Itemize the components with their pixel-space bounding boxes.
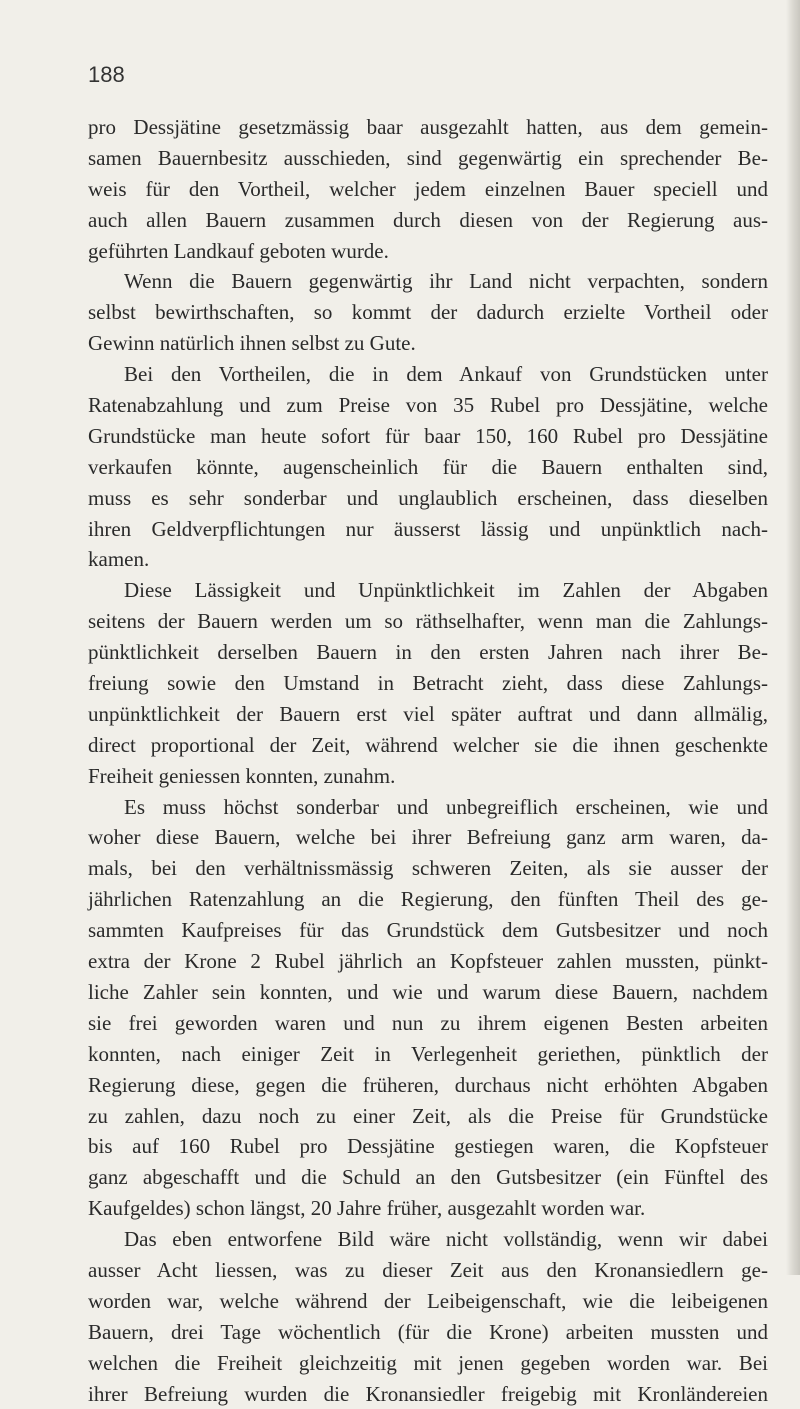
- text-line: direct proportional der Zeit, während welcher sie die ihnen geschenkte: [88, 732, 768, 757]
- text-line: liche Zahler sein konnten, und wie und warum diese Bauern, nachdem: [88, 979, 768, 1004]
- page-edge: [786, 0, 800, 1275]
- text-line: selbst bewirthschaften, so kommt der dadurch erzielte Vortheil oder: [88, 300, 768, 325]
- text-line: bis auf 160 Rubel pro Dessjätine gestiegen waren, die Kopfsteuer: [88, 1134, 768, 1159]
- text-line: sammten Kaufpreises für das Grundstück dem Gutsbesitzer und noch: [88, 918, 768, 943]
- text-line: mals, bei den verhältnissmässig schweren Zeiten, als sie ausser der: [88, 856, 768, 881]
- text-line: ihren Geldverpflichtungen nur äusserst lässig und unpünktlich nach-: [88, 516, 768, 541]
- text-line: Regierung diese, gegen die früheren, durchaus nicht erhöhten Abgaben: [88, 1072, 768, 1097]
- text-line: Das eben entworfene Bild wäre nicht vollständig, wenn wir dabei: [124, 1227, 768, 1252]
- text-line: jährlichen Ratenzahlung an die Regierung, den fünften Theil des ge-: [88, 887, 768, 912]
- text-line: ihrer Befreiung wurden die Kronansiedler freigebig mit Kronländereien: [88, 1381, 768, 1406]
- text-line: pünktlichkeit derselben Bauern in den ersten Jahren nach ihrer Be-: [88, 640, 768, 665]
- text-line: woher diese Bauern, welche bei ihrer Befreiung ganz arm waren, da-: [88, 825, 768, 850]
- text-line: geführten Landkauf geboten wurde.: [88, 238, 389, 263]
- text-line: extra der Krone 2 Rubel jährlich an Kopfsteuer zahlen mussten, pünkt-: [88, 949, 768, 974]
- text-line: Es muss höchst sonderbar und unbegreiflich erscheinen, wie und: [124, 794, 768, 819]
- text-line: freiung sowie den Umstand in Betracht zieht, dass diese Zahlungs-: [88, 671, 768, 696]
- text-line: ganz abgeschafft und die Schuld an den Gutsbesitzer (ein Fünftel des: [88, 1165, 768, 1190]
- text-line: konnten, nach einiger Zeit in Verlegenheit geriethen, pünktlich der: [88, 1041, 768, 1066]
- text-line: samen Bauernbesitz ausschieden, sind gegenwärtig ein sprechender Be-: [88, 145, 768, 170]
- text-line: worden war, welche während der Leibeigenschaft, wie die leibeigenen: [88, 1288, 768, 1313]
- text-line: zu zahlen, dazu noch zu einer Zeit, als die Preise für Grundstücke: [88, 1103, 768, 1128]
- text-line: seitens der Bauern werden um so räthselhafter, wenn man die Zahlungs-: [88, 609, 768, 634]
- text-line: Ratenabzahlung und zum Preise von 35 Rubel pro Dessjätine, welche: [88, 393, 768, 418]
- text-line: Bei den Vortheilen, die in dem Ankauf von Grundstücken unter: [124, 362, 768, 387]
- text-line: Freiheit geniessen konnten, zunahm.: [88, 763, 396, 788]
- text-line: Kaufgeldes) schon längst, 20 Jahre früher, ausgezahlt worden war.: [88, 1196, 646, 1221]
- text-line: verkaufen könnte, augenscheinlich für die Bauern enthalten sind,: [88, 454, 768, 479]
- text-line: ausser Acht liessen, was zu dieser Zeit aus den Kronansiedlern ge-: [88, 1257, 768, 1282]
- text-line: pro Dessjätine gesetzmässig baar ausgezahlt hatten, aus dem gemein-: [88, 115, 768, 139]
- text-line: unpünktlichkeit der Bauern erst viel später auftrat und dann allmälig,: [88, 701, 768, 726]
- text-line: Wenn die Bauern gegenwärtig ihr Land nicht verpachten, sondern: [124, 269, 768, 294]
- text-line: Diese Lässigkeit und Unpünktlichkeit im Zahlen der Abgaben: [124, 578, 768, 603]
- text-line: Gewinn natürlich ihnen selbst zu Gute.: [88, 331, 416, 356]
- text-line: auch allen Bauern zusammen durch diesen von der Regierung aus-: [88, 207, 768, 232]
- text-line: weis für den Vortheil, welcher jedem einzelnen Bauer speciell und: [88, 176, 768, 201]
- text-line: welchen die Freiheit gleichzeitig mit jenen gegeben worden war. Bei: [88, 1350, 768, 1375]
- text-line: Grundstücke man heute sofort für baar 150, 160 Rubel pro Dessjätine: [88, 423, 768, 448]
- text-line: muss es sehr sonderbar und unglaublich erscheinen, dass dieselben: [88, 485, 768, 510]
- text-line: sie frei geworden waren und nun zu ihrem eigenen Besten arbeiten: [88, 1010, 768, 1035]
- text-line: kamen.: [88, 547, 150, 572]
- body-text: [88, 112, 768, 1409]
- text-line: Bauern, drei Tage wöchentlich (für die Krone) arbeiten mussten und: [88, 1319, 768, 1344]
- page-number: 188: [88, 62, 125, 87]
